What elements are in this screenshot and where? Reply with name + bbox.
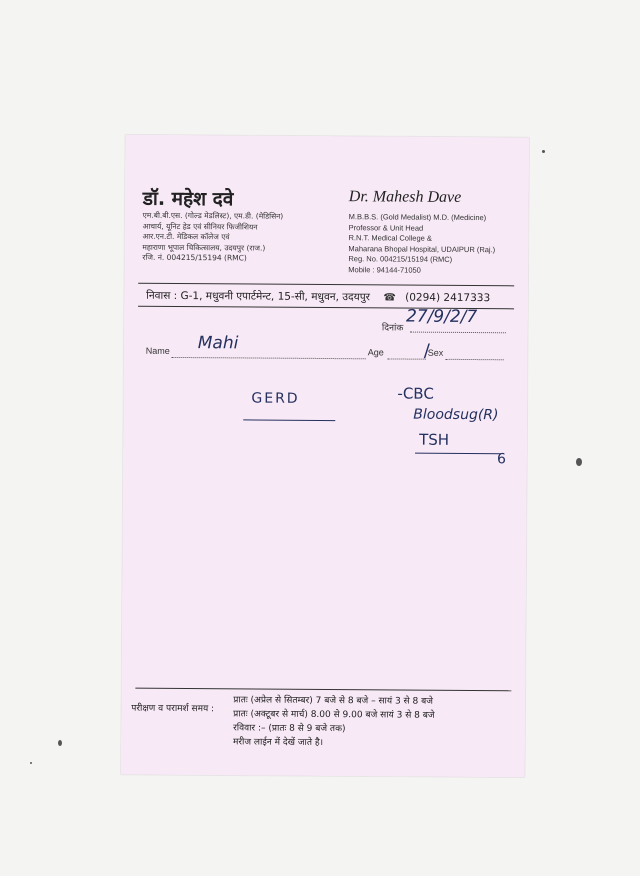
qualification-line: रजि. नं. 004215/15194 (RMC) [142,252,247,263]
phone-number: (0294) 2417333 [405,291,491,305]
hours-line: मरीज लाईन में देखें जाते है। [232,737,324,748]
phone-icon: ☎ [383,292,396,304]
scan-speck [542,150,545,153]
qualification-line: महाराणा भूपाल चिकित्सालय, उदयपुर (राज.) [142,242,266,253]
consultation-hours [233,693,435,750]
divider [138,283,514,287]
qualifications-hindi [142,211,283,264]
qualification-line: आचार्य, यूनिट हेड एवं सीनियर फिजीशियन [142,221,258,232]
divider [135,688,511,692]
date-label: दिनांक [381,323,404,334]
sex-label: Sex [427,347,444,358]
age-label: Age [367,347,384,358]
qualifications-english [348,212,495,276]
handwritten-mark: 6 [496,451,506,468]
qualification-line: एम.बी.बी.एस. (गोल्ड मेडलिस्ट), एम.डी. (मेडिसिन) [142,210,284,221]
test-tsh: TSH [419,430,450,449]
scan-speck [30,762,32,764]
test-cbc: -CBC [397,384,434,403]
date-dotted-line [410,332,506,334]
consultation-hours-label: परीक्षण व परामर्श समय : [131,703,215,715]
qualification-line: M.B.B.S. (Gold Medalist) M.D. (Medicine) [348,212,487,223]
qualification-line: Reg. No. 004215/15194 (RMC) [348,254,453,264]
sex-dotted-line [446,359,504,360]
hours-line: प्रातः (अप्रेल से सितम्बर) 7 बजे से 8 बजे – सायं 3 से 8 बजे [233,695,433,707]
patient-name: Mahi [197,333,239,354]
qualification-line: Mobile : 94144-71050 [348,264,421,275]
diagnosis: GERD [251,390,300,407]
doctor-name-hindi: डॉ. महेश दवे [142,187,234,211]
tests-underline [415,453,501,455]
address-text: निवास : G-1, मधुवनी एपार्टमेन्ट, 15-सी, मधुवन, उदयपुर [146,289,371,304]
qualification-line: Maharana Bhopal Hospital, UDAIPUR (Raj.) [348,243,496,254]
age-dotted-line [388,358,426,359]
doctor-name-english: Dr. Mahesh Dave [348,188,462,206]
scan-speck [576,458,582,466]
hours-line: रविवार :– (प्रातः 8 से 9 बजे तक) [233,723,346,735]
name-label: Name [145,345,170,356]
diagnosis-underline [243,419,335,421]
name-dotted-line [172,357,366,359]
scan-speck [58,740,62,746]
handwritten-stroke: / [423,340,430,362]
test-blood-sugar: Bloodsug(R) [413,406,499,424]
qualification-line: Professor & Unit Head [348,222,424,233]
qualification-line: आर.एन.टी. मेडिकल कॉलेज एवं [142,231,230,242]
hours-line: प्रातः (अक्टूबर से मार्च) 8.00 से 9.00 बजे सायं 3 से 8 बजे [233,709,435,721]
date-value: 27/9/2/7 [405,306,478,328]
address-line [146,289,490,305]
qualification-line: R.N.T. Medical College & [348,233,432,243]
prescription-pad [121,135,529,778]
